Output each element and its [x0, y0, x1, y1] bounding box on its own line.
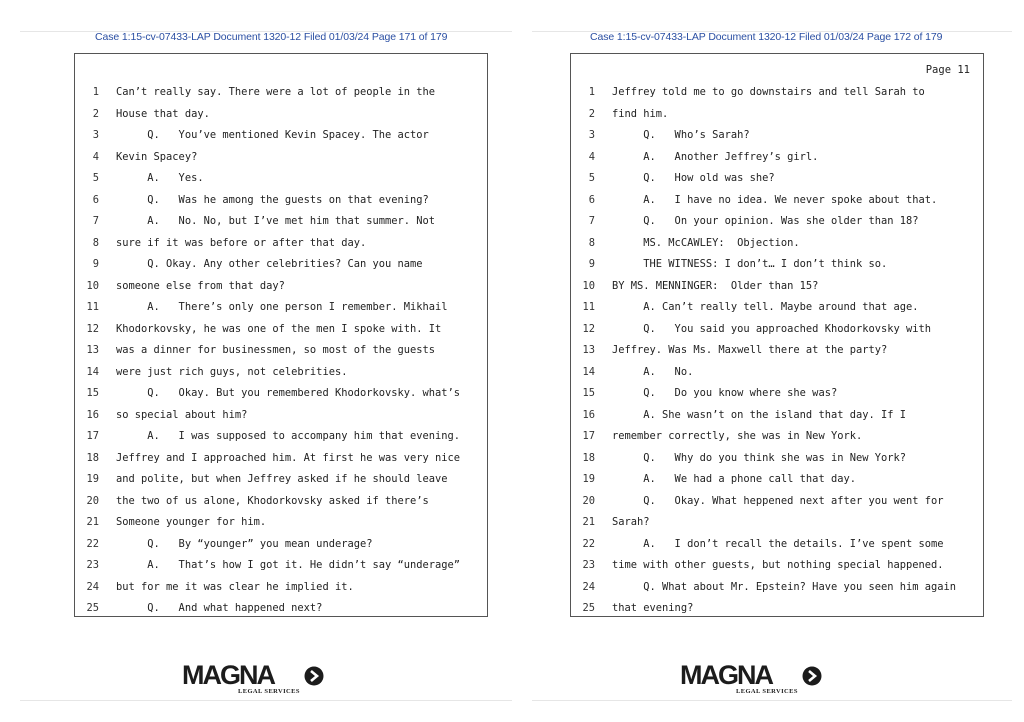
line-text: Q. Okay. What heppened next after you went for [612, 494, 944, 507]
line-text: Q. And what happened next? [116, 602, 323, 614]
line-text: Q. By “younger” you mean underage? [116, 537, 373, 550]
transcript-box [74, 53, 488, 617]
transcript-line [571, 598, 983, 620]
transcript-box [570, 53, 984, 617]
line-number: 18 [86, 451, 99, 464]
line-number: 25 [86, 602, 99, 614]
line-text: A. Another Jeffrey’s girl. [612, 150, 819, 163]
line-number: 16 [582, 408, 595, 421]
line-number: 15 [582, 387, 595, 399]
line-text: Khodorkovsky, he was one of the men I spoke with. It [116, 322, 442, 335]
line-number: 3 [588, 129, 595, 141]
line-text: and polite, but when Jeffrey asked if he should leave [116, 473, 448, 485]
line-number: 11 [86, 301, 99, 313]
logo-subtitle: LEGAL SERVICES [238, 688, 300, 695]
transcript-line [571, 319, 983, 341]
transcript-line [571, 297, 983, 319]
line-number: 9 [588, 258, 595, 270]
transcript-line [571, 426, 983, 448]
line-number: 1 [588, 86, 595, 98]
line-text: Sarah? [612, 516, 650, 528]
transcript-line [75, 125, 487, 147]
transcript-line [571, 340, 983, 362]
line-number: 21 [86, 516, 99, 528]
line-number: 2 [92, 107, 99, 120]
transcript-lines [75, 82, 487, 620]
line-number: 12 [582, 322, 595, 335]
line-number: 2 [588, 107, 595, 120]
transcript-page-right [512, 0, 1024, 722]
line-number: 14 [582, 365, 595, 378]
line-text: Q. What about Mr. Epstein? Have you seen him again [612, 580, 957, 593]
line-text: A. That’s how I got it. He didn’t say “underage” [116, 559, 461, 571]
transcript-line [75, 254, 487, 276]
line-text: Someone younger for him. [116, 516, 267, 528]
transcript-line [75, 340, 487, 362]
line-text: Q. You’ve mentioned Kevin Spacey. The actor [116, 129, 429, 141]
line-text: that evening? [612, 602, 694, 614]
transcript-line [571, 469, 983, 491]
line-text: sure if it was before or after that day. [116, 236, 367, 249]
bottom-divider [532, 700, 1012, 701]
transcript-line [571, 448, 983, 470]
transcript-line [75, 190, 487, 212]
line-number: 23 [86, 559, 99, 571]
line-text: House that day. [116, 107, 210, 120]
transcript-line [75, 512, 487, 534]
line-number: 13 [86, 344, 99, 356]
line-number: 8 [588, 236, 595, 249]
line-number: 17 [582, 430, 595, 442]
line-text: so special about him? [116, 408, 248, 421]
line-number: 19 [582, 473, 595, 485]
transcript-line [571, 362, 983, 384]
transcript-line [75, 469, 487, 491]
line-text: Q. How old was she? [612, 172, 775, 184]
magna-logo [182, 660, 332, 700]
line-text: remember correctly, she was in New York. [612, 430, 863, 442]
line-text: A. She wasn’t on the island that day. If I [612, 408, 907, 421]
transcript-line [571, 104, 983, 126]
line-number: 13 [582, 344, 595, 356]
transcript-line [571, 405, 983, 427]
transcript-line [571, 233, 983, 255]
line-text: find him. [612, 107, 669, 120]
line-text: time with other guests, but nothing special happened. [612, 559, 944, 571]
chevron-circle-icon [304, 666, 324, 686]
line-text: Kevin Spacey? [116, 150, 198, 163]
transcript-line [75, 211, 487, 233]
transcript-line [75, 383, 487, 405]
transcript-line [571, 383, 983, 405]
line-text: Q. On your opinion. Was she older than 18? [612, 215, 919, 227]
line-number: 8 [92, 236, 99, 249]
line-text: Can’t really say. There were a lot of people in the [116, 86, 436, 98]
transcript-line [75, 233, 487, 255]
transcript-line [571, 211, 983, 233]
line-text: A. There’s only one person I remember. Mikhail [116, 301, 448, 313]
transcript-line [75, 362, 487, 384]
line-number: 4 [92, 150, 99, 163]
line-number: 1 [92, 86, 99, 98]
transcript-line [571, 512, 983, 534]
transcript-line [75, 555, 487, 577]
transcript-line [75, 104, 487, 126]
line-text: A. Can’t really tell. Maybe around that age. [612, 301, 919, 313]
line-number: 5 [588, 172, 595, 184]
bottom-divider [20, 700, 512, 701]
transcript-line [75, 319, 487, 341]
line-text: A. I was supposed to accompany him that evening. [116, 430, 461, 442]
line-number: 12 [86, 322, 99, 335]
transcript-line [571, 190, 983, 212]
line-text: Q. Who’s Sarah? [612, 129, 750, 141]
transcript-line [571, 491, 983, 513]
line-number: 20 [582, 494, 595, 507]
line-text: Jeffrey. Was Ms. Maxwell there at the party? [612, 344, 888, 356]
line-number: 18 [582, 451, 595, 464]
case-header: Case 1:15-cv-07433-LAP Document 1320-12 Filed 01/03/24 Page 171 of 179 [95, 31, 448, 43]
transcript-line [571, 534, 983, 556]
chevron-circle-icon [802, 666, 822, 686]
transcript-line [75, 598, 487, 620]
line-text: A. We had a phone call that day. [612, 473, 856, 485]
line-text: A. Yes. [116, 172, 204, 184]
magna-logo [680, 660, 830, 700]
transcript-line [75, 448, 487, 470]
logo-word: MAGNA [182, 660, 274, 690]
transcript-line [571, 82, 983, 104]
line-number: 7 [588, 215, 595, 227]
line-text: were just rich guys, not celebrities. [116, 365, 348, 378]
line-text: Q. Was he among the guests on that evening? [116, 193, 429, 206]
line-text: Q. You said you approached Khodorkovsky with [612, 322, 932, 335]
line-text: A. I don’t recall the details. I’ve spent some [612, 537, 944, 550]
line-text: BY MS. MENNINGER: Older than 15? [612, 279, 819, 292]
transcript-line [75, 276, 487, 298]
line-number: 22 [582, 537, 595, 550]
transcript-line [571, 125, 983, 147]
transcript-line [75, 577, 487, 599]
case-header: Case 1:15-cv-07433-LAP Document 1320-12 Filed 01/03/24 Page 172 of 179 [590, 31, 943, 43]
logo-subtitle: LEGAL SERVICES [736, 688, 798, 695]
transcript-lines [571, 82, 983, 620]
line-text: Q. Okay. Any other celebrities? Can you name [116, 258, 423, 270]
transcript-line [571, 254, 983, 276]
line-text: was a dinner for businessmen, so most of the guests [116, 344, 436, 356]
line-text: Jeffrey told me to go downstairs and tell Sarah to [612, 86, 925, 98]
line-text: THE WITNESS: I don’t… I don’t think so. [612, 258, 888, 270]
transcript-line [571, 168, 983, 190]
transcript-line [571, 147, 983, 169]
line-text: Q. Okay. But you remembered Khodorkovsky. what’s [116, 387, 461, 399]
line-text: A. I have no idea. We never spoke about that. [612, 193, 938, 206]
line-number: 5 [92, 172, 99, 184]
line-text: A. No. No, but I’ve met him that summer. Not [116, 215, 436, 227]
line-number: 3 [92, 129, 99, 141]
line-text: A. No. [612, 365, 694, 378]
line-number: 22 [86, 537, 99, 550]
line-text: Jeffrey and I approached him. At first he was very nice [116, 451, 461, 464]
line-number: 24 [582, 580, 595, 593]
line-number: 17 [86, 430, 99, 442]
line-number: 9 [92, 258, 99, 270]
line-number: 24 [86, 580, 99, 593]
line-number: 21 [582, 516, 595, 528]
line-number: 4 [588, 150, 595, 163]
line-number: 6 [92, 193, 99, 206]
line-number: 15 [86, 387, 99, 399]
line-number: 25 [582, 602, 595, 614]
line-number: 10 [582, 279, 595, 292]
transcript-line [571, 577, 983, 599]
transcript-line [571, 555, 983, 577]
line-number: 23 [582, 559, 595, 571]
line-text: MS. McCAWLEY: Objection. [612, 236, 800, 249]
transcript-line [571, 276, 983, 298]
transcript-line [75, 405, 487, 427]
line-number: 7 [92, 215, 99, 227]
line-text: but for me it was clear he implied it. [116, 580, 354, 593]
line-text: Q. Why do you think she was in New York? [612, 451, 907, 464]
line-number: 6 [588, 193, 595, 206]
logo-word: MAGNA [680, 660, 772, 690]
line-number: 10 [86, 279, 99, 292]
transcript-line [75, 534, 487, 556]
line-number: 11 [582, 301, 595, 313]
line-text: Q. Do you know where she was? [612, 387, 838, 399]
transcript-line [75, 426, 487, 448]
line-text: someone else from that day? [116, 279, 285, 292]
transcript-line [75, 491, 487, 513]
transcript-line [75, 82, 487, 104]
transcript-line [75, 168, 487, 190]
line-number: 20 [86, 494, 99, 507]
line-number: 14 [86, 365, 99, 378]
transcript-line [75, 147, 487, 169]
line-text: the two of us alone, Khodorkovsky asked if there’s [116, 494, 429, 507]
page-label: Page 11 [925, 64, 970, 76]
transcript-line [75, 297, 487, 319]
line-number: 16 [86, 408, 99, 421]
line-number: 19 [86, 473, 99, 485]
